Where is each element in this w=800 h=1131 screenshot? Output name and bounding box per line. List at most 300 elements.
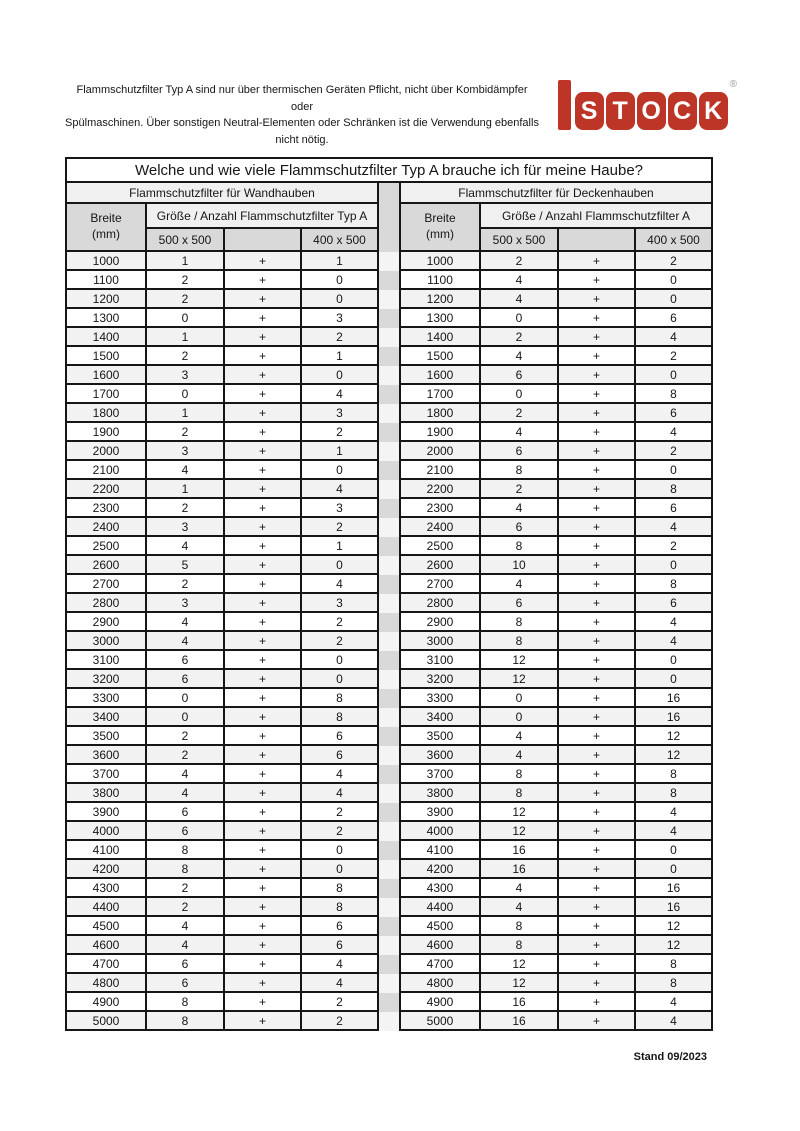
wand-400x500-cell: 1	[302, 347, 379, 366]
plus-cell: +	[559, 480, 636, 499]
decke-500x500-cell: 0	[481, 689, 559, 708]
decke-500x500-cell: 12	[481, 822, 559, 841]
plus-cell: +	[225, 423, 302, 442]
wand-500x500-cell: 2	[147, 879, 225, 898]
decke-500x500-cell: 4	[481, 879, 559, 898]
decke-500x500-cell: 8	[481, 537, 559, 556]
plus-cell: +	[559, 556, 636, 575]
wand-500x500-cell: 8	[147, 860, 225, 879]
wandhauben-banner: Flammschutzfilter für Wandhauben	[67, 183, 379, 204]
plus-cell: +	[559, 765, 636, 784]
breite-cell: 3800	[401, 784, 481, 803]
logo-letter: S	[575, 92, 604, 130]
logo-letter-tiles	[575, 92, 728, 130]
decke-500x500-cell: 8	[481, 784, 559, 803]
breite-cell: 3300	[67, 689, 147, 708]
breite-cell: 2100	[401, 461, 481, 480]
wand-400x500-cell: 3	[302, 309, 379, 328]
decke-400x500-cell: 6	[636, 404, 713, 423]
breite-header-right	[401, 204, 481, 252]
stock-logo	[558, 80, 737, 130]
table-gap	[379, 518, 401, 537]
size-500x500-header-left: 500 x 500	[147, 229, 225, 252]
decke-500x500-cell: 6	[481, 366, 559, 385]
decke-500x500-cell: 4	[481, 727, 559, 746]
plus-cell: +	[559, 518, 636, 537]
decke-400x500-cell: 0	[636, 651, 713, 670]
wand-400x500-cell: 8	[302, 708, 379, 727]
plus-cell: +	[225, 290, 302, 309]
decke-500x500-cell: 12	[481, 803, 559, 822]
wand-400x500-cell: 4	[302, 480, 379, 499]
breite-cell: 1600	[401, 366, 481, 385]
decke-400x500-cell: 6	[636, 594, 713, 613]
size-400x500-header-left: 400 x 500	[302, 229, 379, 252]
breite-cell: 1300	[67, 309, 147, 328]
wand-500x500-cell: 1	[147, 252, 225, 271]
breite-cell: 3100	[67, 651, 147, 670]
breite-cell: 4100	[67, 841, 147, 860]
decke-500x500-cell: 8	[481, 936, 559, 955]
wand-500x500-cell: 3	[147, 366, 225, 385]
breite-cell: 2300	[401, 499, 481, 518]
breite-cell: 5000	[401, 1012, 481, 1031]
plus-cell: +	[559, 974, 636, 993]
breite-cell: 1400	[67, 328, 147, 347]
wand-400x500-cell: 8	[302, 898, 379, 917]
breite-cell: 3700	[401, 765, 481, 784]
plus-cell: +	[225, 442, 302, 461]
plus-cell: +	[559, 613, 636, 632]
wand-400x500-cell: 0	[302, 651, 379, 670]
breite-cell: 2100	[67, 461, 147, 480]
wand-500x500-cell: 2	[147, 898, 225, 917]
wand-500x500-cell: 4	[147, 936, 225, 955]
plus-cell: +	[559, 746, 636, 765]
logo-letter: C	[668, 92, 697, 130]
table-gap	[379, 841, 401, 860]
table-gap	[379, 499, 401, 518]
logo-letter: O	[637, 92, 666, 130]
decke-500x500-cell: 8	[481, 765, 559, 784]
breite-cell: 1600	[67, 366, 147, 385]
table-gap	[379, 822, 401, 841]
wand-400x500-cell: 2	[302, 632, 379, 651]
breite-unit: (mm)	[426, 227, 454, 241]
deckenhauben-banner: Flammschutzfilter für Deckenhauben	[401, 183, 713, 204]
breite-cell: 1000	[67, 252, 147, 271]
table-gap	[379, 689, 401, 708]
decke-500x500-cell: 0	[481, 708, 559, 727]
wand-500x500-cell: 1	[147, 404, 225, 423]
wand-500x500-cell: 3	[147, 442, 225, 461]
table-gap	[379, 993, 401, 1012]
plus-cell: +	[559, 404, 636, 423]
decke-400x500-cell: 16	[636, 689, 713, 708]
plus-cell: +	[225, 385, 302, 404]
decke-500x500-cell: 16	[481, 993, 559, 1012]
table-gap	[379, 765, 401, 784]
breite-cell: 3600	[401, 746, 481, 765]
breite-cell: 1300	[401, 309, 481, 328]
decke-500x500-cell: 8	[481, 917, 559, 936]
table-gap	[379, 594, 401, 613]
table-gap	[379, 670, 401, 689]
decke-400x500-cell: 12	[636, 917, 713, 936]
plus-cell: +	[225, 746, 302, 765]
page-header	[0, 0, 800, 148]
wand-500x500-cell: 2	[147, 290, 225, 309]
breite-cell: 2900	[67, 613, 147, 632]
decke-400x500-cell: 12	[636, 727, 713, 746]
table-gap	[379, 1012, 401, 1031]
plus-cell: +	[559, 841, 636, 860]
table-gap	[379, 860, 401, 879]
table-gap	[379, 461, 401, 480]
decke-400x500-cell: 0	[636, 556, 713, 575]
wand-400x500-cell: 4	[302, 385, 379, 404]
wand-400x500-cell: 6	[302, 917, 379, 936]
plus-cell: +	[559, 290, 636, 309]
decke-400x500-cell: 0	[636, 461, 713, 480]
table-gap	[379, 803, 401, 822]
disclaimer-line: Flammschutzfilter Typ A sind nur über thermischen Geräten Pflicht, nicht über Kombidämpfer oder	[76, 84, 528, 113]
breite-cell: 2000	[401, 442, 481, 461]
breite-cell: 3000	[401, 632, 481, 651]
size-400x500-header-right: 400 x 500	[636, 229, 713, 252]
plus-cell: +	[225, 1012, 302, 1031]
decke-400x500-cell: 8	[636, 480, 713, 499]
decke-400x500-cell: 4	[636, 328, 713, 347]
wand-400x500-cell: 3	[302, 594, 379, 613]
logo-letter: T	[606, 92, 635, 130]
table-title: Welche und wie viele Flammschutzfilter Typ A brauche ich für meine Haube?	[67, 159, 713, 183]
decke-500x500-cell: 16	[481, 1012, 559, 1031]
plus-cell: +	[225, 670, 302, 689]
plus-cell: +	[559, 252, 636, 271]
decke-400x500-cell: 8	[636, 385, 713, 404]
wand-500x500-cell: 1	[147, 328, 225, 347]
wand-500x500-cell: 8	[147, 1012, 225, 1031]
decke-400x500-cell: 4	[636, 632, 713, 651]
table-gap	[379, 328, 401, 347]
disclaimer-note	[65, 80, 539, 148]
wand-400x500-cell: 0	[302, 290, 379, 309]
decke-400x500-cell: 12	[636, 746, 713, 765]
plus-cell: +	[559, 309, 636, 328]
wand-400x500-cell: 2	[302, 822, 379, 841]
table-gap	[379, 632, 401, 651]
decke-400x500-cell: 8	[636, 765, 713, 784]
logo-letter: K	[699, 92, 728, 130]
table-gap	[379, 480, 401, 499]
decke-500x500-cell: 4	[481, 290, 559, 309]
wand-500x500-cell: 2	[147, 727, 225, 746]
wand-500x500-cell: 4	[147, 917, 225, 936]
breite-cell: 2400	[401, 518, 481, 537]
plus-cell: +	[559, 271, 636, 290]
plus-cell: +	[559, 537, 636, 556]
wand-500x500-cell: 4	[147, 765, 225, 784]
table-gap	[379, 183, 401, 204]
plus-cell: +	[559, 423, 636, 442]
table-gap	[379, 613, 401, 632]
table-gap	[379, 204, 401, 252]
wand-400x500-cell: 6	[302, 936, 379, 955]
plus-cell: +	[225, 575, 302, 594]
breite-cell: 3400	[67, 708, 147, 727]
plus-cell: +	[225, 347, 302, 366]
wand-400x500-cell: 4	[302, 974, 379, 993]
decke-400x500-cell: 4	[636, 993, 713, 1012]
plus-cell: +	[225, 727, 302, 746]
breite-cell: 2300	[67, 499, 147, 518]
decke-500x500-cell: 6	[481, 594, 559, 613]
plus-cell: +	[559, 822, 636, 841]
wand-400x500-cell: 1	[302, 442, 379, 461]
decke-400x500-cell: 0	[636, 860, 713, 879]
breite-cell: 1500	[401, 347, 481, 366]
plus-cell: +	[559, 689, 636, 708]
wand-400x500-cell: 8	[302, 689, 379, 708]
decke-400x500-cell: 0	[636, 366, 713, 385]
plus-cell: +	[559, 670, 636, 689]
wand-400x500-cell: 0	[302, 366, 379, 385]
table-gap	[379, 290, 401, 309]
breite-cell: 4900	[401, 993, 481, 1012]
plus-cell: +	[225, 803, 302, 822]
decke-500x500-cell: 2	[481, 252, 559, 271]
decke-500x500-cell: 12	[481, 974, 559, 993]
plus-cell: +	[225, 936, 302, 955]
decke-500x500-cell: 12	[481, 670, 559, 689]
plus-cell: +	[225, 366, 302, 385]
breite-cell: 1200	[401, 290, 481, 309]
breite-cell: 2400	[67, 518, 147, 537]
wand-400x500-cell: 0	[302, 841, 379, 860]
decke-400x500-cell: 0	[636, 290, 713, 309]
breite-cell: 2500	[67, 537, 147, 556]
plus-cell: +	[225, 898, 302, 917]
breite-cell: 2200	[401, 480, 481, 499]
decke-400x500-cell: 8	[636, 575, 713, 594]
breite-cell: 2700	[67, 575, 147, 594]
plus-cell: +	[225, 879, 302, 898]
revision-date: Stand 09/2023	[633, 1051, 707, 1063]
decke-400x500-cell: 16	[636, 708, 713, 727]
breite-cell: 1800	[67, 404, 147, 423]
breite-cell: 2800	[401, 594, 481, 613]
table-gap	[379, 746, 401, 765]
decke-500x500-cell: 12	[481, 955, 559, 974]
decke-500x500-cell: 2	[481, 404, 559, 423]
decke-500x500-cell: 8	[481, 632, 559, 651]
group-header-right: Größe / Anzahl Flammschutzfilter A	[481, 204, 713, 229]
decke-500x500-cell: 4	[481, 271, 559, 290]
plus-cell: +	[559, 366, 636, 385]
table-gap	[379, 898, 401, 917]
decke-400x500-cell: 4	[636, 518, 713, 537]
plus-cell: +	[225, 765, 302, 784]
logo-bar-icon	[558, 80, 571, 130]
decke-400x500-cell: 2	[636, 537, 713, 556]
plus-cell: +	[225, 860, 302, 879]
plus-cell: +	[559, 499, 636, 518]
decke-400x500-cell: 2	[636, 442, 713, 461]
breite-cell: 3200	[401, 670, 481, 689]
wand-500x500-cell: 4	[147, 784, 225, 803]
plus-cell: +	[559, 784, 636, 803]
table-gap	[379, 404, 401, 423]
plus-cell: +	[559, 936, 636, 955]
breite-cell: 3900	[67, 803, 147, 822]
breite-cell: 4700	[401, 955, 481, 974]
breite-cell: 3500	[401, 727, 481, 746]
breite-cell: 3100	[401, 651, 481, 670]
breite-cell: 4300	[67, 879, 147, 898]
breite-cell: 3000	[67, 632, 147, 651]
decke-400x500-cell: 0	[636, 271, 713, 290]
breite-cell: 4600	[67, 936, 147, 955]
breite-cell: 3300	[401, 689, 481, 708]
table-gap	[379, 347, 401, 366]
decke-500x500-cell: 8	[481, 613, 559, 632]
decke-400x500-cell: 8	[636, 955, 713, 974]
decke-500x500-cell: 4	[481, 898, 559, 917]
breite-cell: 2800	[67, 594, 147, 613]
plus-cell: +	[559, 328, 636, 347]
wand-400x500-cell: 2	[302, 518, 379, 537]
wand-400x500-cell: 2	[302, 1012, 379, 1031]
decke-500x500-cell: 4	[481, 423, 559, 442]
wand-400x500-cell: 0	[302, 556, 379, 575]
plus-cell: +	[559, 803, 636, 822]
breite-cell: 2700	[401, 575, 481, 594]
breite-cell: 5000	[67, 1012, 147, 1031]
wand-500x500-cell: 8	[147, 841, 225, 860]
plus-cell: +	[559, 860, 636, 879]
wand-400x500-cell: 4	[302, 955, 379, 974]
wand-500x500-cell: 2	[147, 575, 225, 594]
plus-cell: +	[225, 594, 302, 613]
decke-400x500-cell: 4	[636, 803, 713, 822]
decke-400x500-cell: 4	[636, 1012, 713, 1031]
group-header-left: Größe / Anzahl Flammschutzfilter Typ A	[147, 204, 379, 229]
wand-400x500-cell: 4	[302, 575, 379, 594]
plus-cell: +	[225, 271, 302, 290]
breite-cell: 2500	[401, 537, 481, 556]
breite-cell: 3900	[401, 803, 481, 822]
plus-cell: +	[559, 1012, 636, 1031]
plus-cell: +	[225, 651, 302, 670]
plus-cell: +	[225, 461, 302, 480]
breite-cell: 4200	[67, 860, 147, 879]
breite-cell: 3200	[67, 670, 147, 689]
decke-500x500-cell: 0	[481, 309, 559, 328]
disclaimer-line: nicht nötig.	[275, 133, 329, 146]
table-gap	[379, 252, 401, 271]
table-gap	[379, 784, 401, 803]
breite-cell: 4300	[401, 879, 481, 898]
size-spacer-header-right	[559, 229, 636, 252]
plus-cell: +	[225, 689, 302, 708]
wand-500x500-cell: 0	[147, 385, 225, 404]
breite-header-left	[67, 204, 147, 252]
size-500x500-header-right: 500 x 500	[481, 229, 559, 252]
plus-cell: +	[559, 651, 636, 670]
decke-500x500-cell: 2	[481, 480, 559, 499]
plus-cell: +	[225, 841, 302, 860]
breite-cell: 4100	[401, 841, 481, 860]
plus-cell: +	[225, 499, 302, 518]
wand-500x500-cell: 3	[147, 594, 225, 613]
decke-400x500-cell: 6	[636, 309, 713, 328]
plus-cell: +	[225, 309, 302, 328]
wand-400x500-cell: 8	[302, 879, 379, 898]
decke-400x500-cell: 2	[636, 252, 713, 271]
plus-cell: +	[559, 879, 636, 898]
decke-400x500-cell: 16	[636, 898, 713, 917]
breite-cell: 4600	[401, 936, 481, 955]
size-spacer-header-left	[225, 229, 302, 252]
decke-400x500-cell: 4	[636, 423, 713, 442]
wand-400x500-cell: 2	[302, 993, 379, 1012]
table-gap	[379, 271, 401, 290]
wand-500x500-cell: 2	[147, 499, 225, 518]
breite-label: Breite	[90, 211, 122, 226]
breite-cell: 2200	[67, 480, 147, 499]
wand-400x500-cell: 1	[302, 252, 379, 271]
wand-400x500-cell: 4	[302, 765, 379, 784]
decke-500x500-cell: 12	[481, 651, 559, 670]
wand-400x500-cell: 0	[302, 670, 379, 689]
wand-500x500-cell: 0	[147, 309, 225, 328]
breite-cell: 4200	[401, 860, 481, 879]
decke-500x500-cell: 4	[481, 746, 559, 765]
breite-cell: 1700	[401, 385, 481, 404]
plus-cell: +	[559, 727, 636, 746]
plus-cell: +	[225, 708, 302, 727]
wand-500x500-cell: 2	[147, 347, 225, 366]
plus-cell: +	[225, 974, 302, 993]
table-gap	[379, 917, 401, 936]
plus-cell: +	[559, 898, 636, 917]
breite-cell: 1500	[67, 347, 147, 366]
wand-500x500-cell: 6	[147, 803, 225, 822]
plus-cell: +	[225, 613, 302, 632]
plus-cell: +	[559, 461, 636, 480]
decke-400x500-cell: 4	[636, 822, 713, 841]
plus-cell: +	[559, 575, 636, 594]
breite-cell: 1000	[401, 252, 481, 271]
wand-400x500-cell: 1	[302, 537, 379, 556]
plus-cell: +	[225, 518, 302, 537]
plus-cell: +	[225, 955, 302, 974]
wand-500x500-cell: 4	[147, 461, 225, 480]
wand-500x500-cell: 6	[147, 651, 225, 670]
wand-400x500-cell: 2	[302, 803, 379, 822]
plus-cell: +	[225, 328, 302, 347]
wand-500x500-cell: 2	[147, 746, 225, 765]
breite-cell: 3700	[67, 765, 147, 784]
decke-500x500-cell: 8	[481, 461, 559, 480]
breite-cell: 3600	[67, 746, 147, 765]
table-gap	[379, 955, 401, 974]
breite-cell: 2000	[67, 442, 147, 461]
breite-cell: 2900	[401, 613, 481, 632]
wand-400x500-cell: 0	[302, 461, 379, 480]
breite-label: Breite	[424, 211, 456, 226]
